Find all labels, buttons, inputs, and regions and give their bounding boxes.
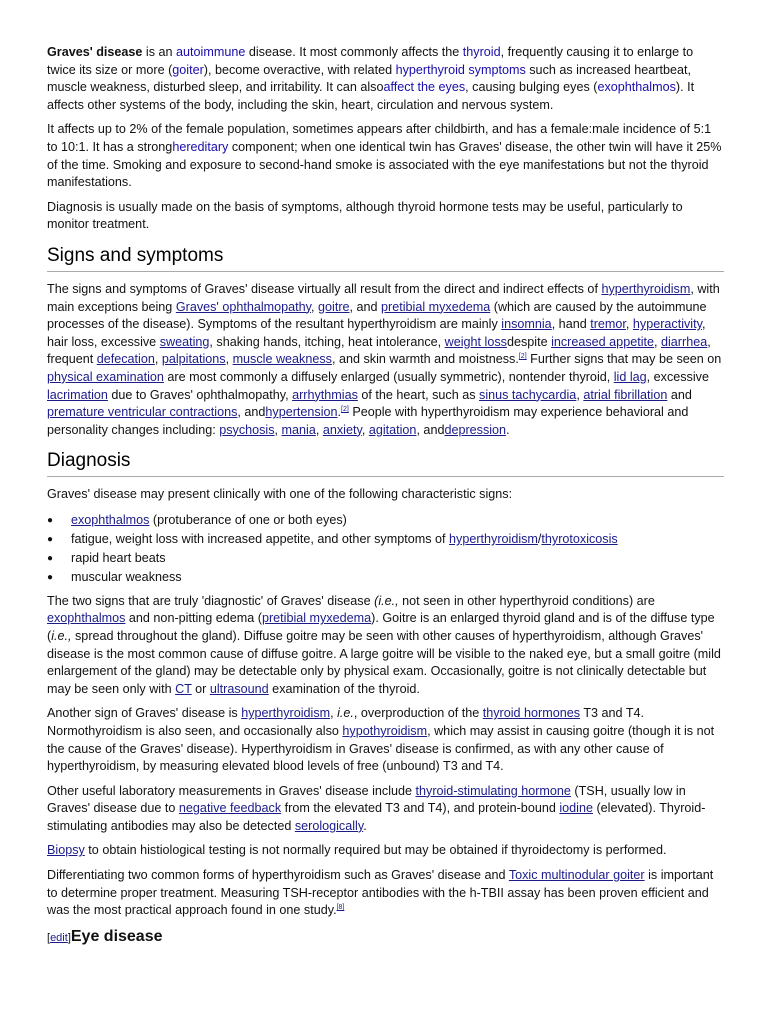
citation-link[interactable]: [2] <box>518 353 527 361</box>
link-ultrasound[interactable]: ultrasound <box>209 681 269 696</box>
subsection-title: Eye disease <box>70 927 163 945</box>
link-negative-feedback[interactable]: negative feedback <box>178 801 282 816</box>
list-item: ● fatigue, weight loss with increased appetite, and other symptoms of hyperthyroidism/thyrotoxicosis <box>47 531 724 549</box>
link-hyperactivity[interactable]: hyperactivity <box>632 317 702 332</box>
link-autoimmune[interactable]: autoimmune <box>176 45 246 59</box>
diagnosis-intro: Graves' disease may present clinically with one of the following characteristic signs: <box>47 487 513 502</box>
link-affect-the-eyes[interactable]: affect the eyes <box>383 80 466 95</box>
link-agitation[interactable]: agitation <box>368 422 417 437</box>
link-insomnia[interactable]: insomnia <box>501 317 552 332</box>
link-toxic-multinodular-goiter[interactable]: Toxic multinodular goiter <box>508 868 645 883</box>
link-arrhythmias[interactable]: arrhythmias <box>292 387 358 402</box>
link-lacrimation[interactable]: lacrimation <box>47 387 108 402</box>
link-exophthalmos-list[interactable]: exophthalmos <box>71 512 150 527</box>
bullet-icon: ● <box>47 533 54 545</box>
link-thyroid-stimulating-hormone[interactable]: thyroid-stimulating hormone <box>415 783 571 798</box>
link-lid-lag[interactable]: lid lag <box>613 369 647 384</box>
link-atrial-fibrillation[interactable]: atrial fibrillation <box>583 387 668 402</box>
link-palpitations[interactable]: palpitations <box>161 352 226 367</box>
link-exophthalmos-diagnostic[interactable]: exophthalmos <box>47 611 126 626</box>
subsection-heading-eye-disease: [edit]Eye disease <box>47 927 163 945</box>
list-item: ● rapid heart beats <box>47 550 724 568</box>
link-thyrotoxicosis[interactable]: thyrotoxicosis <box>541 531 618 546</box>
link-muscle-weakness[interactable]: muscle weakness <box>232 352 332 367</box>
link-biopsy[interactable]: Biopsy <box>47 843 85 858</box>
section-heading-signs-and-symptoms: Signs and symptoms <box>47 244 724 272</box>
laboratory-paragraph: Other useful laboratory measurements in Graves' disease include thyroid-stimulating hormone (TSH, usually low in Graves' disease due to negative feedback from the elevated T3 and T4), and protein-bound iodine (elevated). Thyroid-stimulating antibodies may also be detected serologically. <box>47 783 706 833</box>
link-exophthalmos[interactable]: exophthalmos <box>597 80 676 95</box>
link-thyroid-hormones[interactable]: thyroid hormones <box>482 706 581 721</box>
list-item: ● exophthalmos (protuberance of one or both eyes) <box>47 512 724 530</box>
link-iodine[interactable]: iodine <box>559 801 593 816</box>
link-sweating[interactable]: sweating <box>159 334 210 349</box>
bullet-icon: ● <box>47 553 54 565</box>
link-psychosis[interactable]: psychosis <box>219 422 275 437</box>
link-goitre[interactable]: goitre <box>318 299 350 314</box>
list-item: ● muscular weakness <box>47 569 724 587</box>
link-premature-ventricular-contractions[interactable]: premature ventricular contractions <box>47 405 238 420</box>
link-physical-examination[interactable]: physical examination <box>47 369 164 384</box>
link-sinus-tachycardia[interactable]: sinus tachycardia <box>479 387 577 402</box>
link-tremor[interactable]: tremor <box>590 317 626 332</box>
link-ct[interactable]: CT <box>175 681 192 696</box>
link-increased-appetite[interactable]: increased appetite <box>551 334 654 349</box>
link-depression[interactable]: depression <box>444 422 507 437</box>
link-hyperthyroid-symptoms[interactable]: hyperthyroid symptoms <box>395 62 526 77</box>
link-hyperthyroidism-list[interactable]: hyperthyroidism <box>449 531 538 546</box>
biopsy-paragraph: Biopsy to obtain histiological testing is not normally required but may be obtained if thyroidectomy is performed. <box>47 843 667 858</box>
link-hypertension[interactable]: hypertension <box>265 405 338 420</box>
link-anxiety[interactable]: anxiety <box>322 422 362 437</box>
intro-paragraph: Graves' disease is an autoimmune disease. It most commonly affects the thyroid, frequently causing it to enlarge to twice its size or more (goiter), become overactive, with related hyperthyroid symptoms such as increased heartbeat, muscle weakness, disturbed sleep, and irritability. It can alsoaffect the eyes, causing bulging eyes (exophthalmos). It affects other systems of the body, including the skin, heart, circulation and nervous system. <box>47 45 695 112</box>
hyperthyroidism-paragraph: Another sign of Graves' disease is hyperthyroidism, i.e., overproduction of the thyroid hormones T3 and T4. Normothyroidism is also seen, and occasionally also hypothyroidism, which may assist in causing goitre (though it is not the cause of the Graves' disease). Hyperthyroidism in Graves' disease is confirmed, as with any other cause of hyperthyroidism, by measuring elevated blood levels of free (unbound) T3 and T4. <box>47 706 715 774</box>
edit-section-link[interactable]: edit <box>50 931 68 944</box>
link-diarrhea[interactable]: diarrhea <box>661 334 708 349</box>
link-hereditary[interactable]: hereditary <box>172 139 229 154</box>
article-subject: Graves' disease <box>47 45 143 59</box>
link-weight-loss[interactable]: weight loss <box>444 334 507 349</box>
epidemiology-paragraph: It affects up to 2% of the female population, sometimes appears after childbirth, and has a female:male incidence of 5:1 to 10:1. It has a stronghereditary component; when one identical twin has Graves' disease, the other twin will have it 25% of the time. Smoking and exposure to second-hand smoke is associated with the eye manifestations but not the thyroid manifestations. <box>47 122 722 190</box>
link-hyperthyroidism[interactable]: hyperthyroidism <box>601 281 691 296</box>
link-defecation[interactable]: defecation <box>96 352 155 367</box>
differentiation-paragraph: Differentiating two common forms of hyperthyroidism such as Graves' disease and Toxic multinodular goiter is important to determine proper treatment. Measuring TSH-receptor antibodies with the h-TBII assay has been proven efficient and was the most practical approach found in one study.[8] <box>47 868 714 918</box>
link-serologically[interactable]: serologically <box>294 818 364 833</box>
link-graves-ophthalmopathy[interactable]: Graves' ophthalmopathy <box>175 299 312 314</box>
citation-link[interactable]: [8] <box>336 904 345 912</box>
bullet-icon: ● <box>47 514 54 526</box>
citation-link[interactable]: [2] <box>341 405 349 413</box>
diagnostic-signs-paragraph: The two signs that are truly 'diagnostic' of Graves' disease (i.e., not seen in other hyperthyroid conditions) are exophthalmos and non-pitting edema (pretibial myxedema). Goitre is an enlarged thyroid gland and is of the diffuse type (i.e., spread throughout the gland). Diffuse goitre may be seen with other causes of hyperthyroidism, although Graves' disease is the most common cause of diffuse goitre. A large goitre will be visible to the naked eye, but a small goitre (mild enlargement of the gland) may be detectable only by physical exam. Occasionally, goitre is not clinically detectable but may be seen only with CT or ultrasound examination of the thyroid. <box>47 593 721 696</box>
signs-list <box>47 512 724 587</box>
link-thyroid[interactable]: thyroid <box>462 45 501 59</box>
link-pretibial-myxedema[interactable]: pretibial myxedema <box>381 299 491 314</box>
section-heading-diagnosis: Diagnosis <box>47 449 724 477</box>
link-goiter[interactable]: goiter <box>172 62 204 77</box>
bullet-icon: ● <box>47 572 54 584</box>
link-mania[interactable]: mania <box>281 422 316 437</box>
link-hyperthyroidism-diag[interactable]: hyperthyroidism <box>241 706 331 721</box>
diagnosis-summary-paragraph: Diagnosis is usually made on the basis of symptoms, although thyroid hormone tests may be useful, particularly to monitor treatment. <box>47 199 683 232</box>
signs-paragraph: The signs and symptoms of Graves' disease virtually all result from the direct and indirect effects of hyperthyroidism, with main exceptions being Graves' ophthalmopathy, goitre, and pretibial myxedema (which are caused by the autoimmune processes of the disease). Symptoms of the resultant hyperthyroidism are mainly insomnia, hand tremor, hyperactivity, hair loss, excessive sweating, shaking hands, itching, heat intolerance, weight lossdespite increased appetite, diarrhea, frequent defecation, palpitations, muscle weakness, and skin warmth and moistness.[2] Further signs that may be seen on physical examination are most commonly a diffusely enlarged (usually symmetric), nontender thyroid, lid lag, excessive lacrimation due to Graves' ophthalmopathy, arrhythmias of the heart, such as sinus tachycardia, atrial fibrillation and premature ventricular contractions, andhypertension.[2] People with hyperthyroidism may experience behavioral and personality changes including: psychosis, mania, anxiety, agitation, anddepression. <box>47 281 722 437</box>
link-hypothyroidism[interactable]: hypothyroidism <box>342 723 428 738</box>
link-pretibial-myxedema-diagnostic[interactable]: pretibial myxedema <box>261 611 372 626</box>
